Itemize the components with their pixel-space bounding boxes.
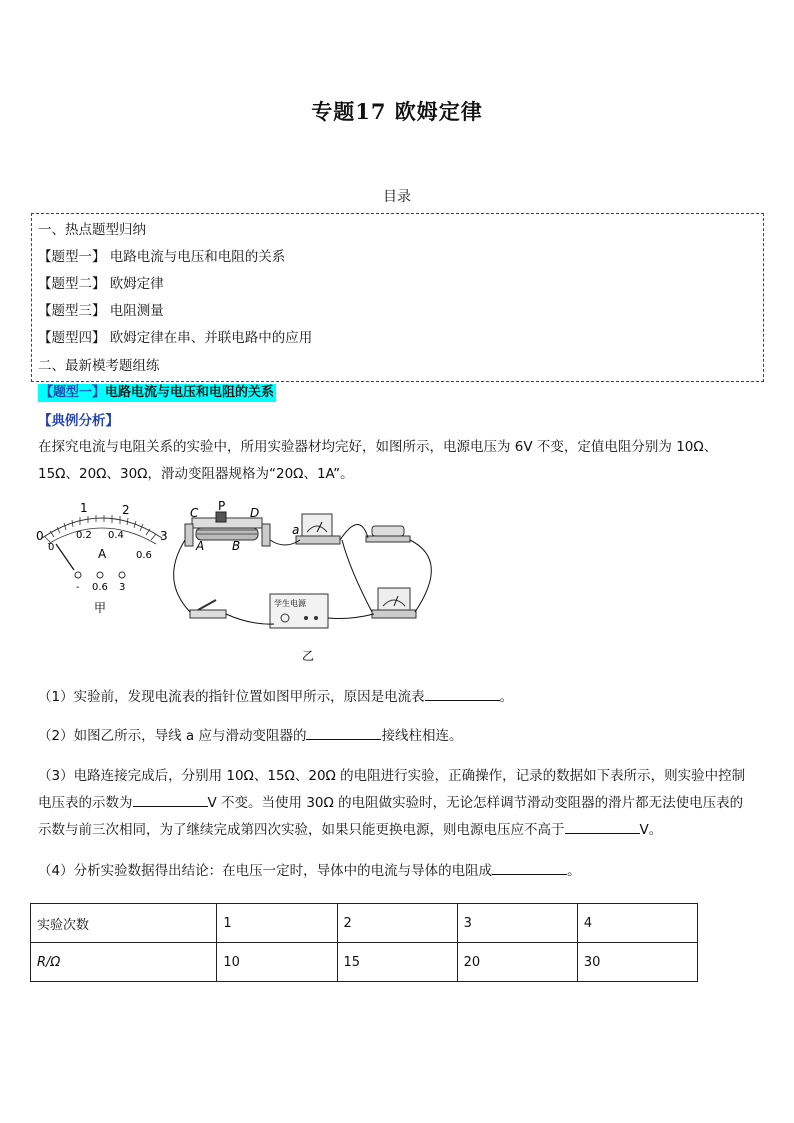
table-cell: 1 [217, 904, 337, 943]
answer-blank-1[interactable] [425, 687, 500, 701]
question-1-text: （1）实验前，发现电流表的指针位置如图甲所示，原因是电流表 [38, 689, 425, 705]
ammeter-terminal-3: 3 [119, 582, 126, 593]
data-table [30, 903, 698, 982]
section-title: 电路电流与电压和电阻的关系 [105, 385, 275, 400]
ammeter-bottom-tick-0: 0 [48, 542, 55, 553]
question-1-end: 。 [499, 689, 514, 705]
ammeter-device [296, 514, 340, 544]
power-supply [270, 594, 328, 628]
question-2 [38, 723, 762, 750]
table-cell: R/Ω [31, 943, 217, 982]
ammeter-bottom-tick-2: 0.4 [108, 530, 124, 541]
question-4-text: （4）分析实验数据得出结论：在电压一定时，导体中的电流与导体的电阻成 [38, 863, 493, 879]
question-4-end: 。 [567, 863, 581, 879]
table-cell: 4 [577, 904, 697, 943]
rheostat-label-c: C [190, 506, 199, 520]
question-3-text-c: 示数与前三次相同，为了继续完成第四次实验，如果只能更换电源，则电源电压应不高于 [38, 822, 565, 838]
ammeter-unit: A [98, 547, 107, 561]
table-cell: 3 [457, 904, 577, 943]
question-3-line2 [38, 790, 762, 817]
section-bracket: 【题型一】 [40, 385, 106, 400]
example-analysis-label: 【典例分析】 [38, 413, 119, 429]
ammeter-dial [36, 501, 168, 615]
question-3-line1: （3）电路连接完成后，分别用 10Ω、15Ω、20Ω 的电阻进行实验，正确操作，记录的数据如下表所示，则实验中控制 [38, 768, 746, 784]
table-cell: 20 [457, 943, 577, 982]
rheostat-label-a: A [196, 539, 205, 553]
toc-item-type-3[interactable]: 【题型三】 电阻测量 [38, 303, 164, 319]
rheostat-label-p: P [218, 500, 226, 513]
switch [190, 600, 226, 618]
answer-blank-2[interactable] [306, 726, 381, 740]
voltmeter-device [372, 588, 416, 618]
figure-caption: 乙 [302, 649, 315, 663]
question-3-end: V。 [639, 822, 663, 838]
toc-item-type-4[interactable]: 【题型四】 欧姆定律在串、并联电路中的应用 [38, 330, 313, 346]
table-cell: 实验次数 [31, 904, 217, 943]
table-cell: 30 [577, 943, 697, 982]
experiment-figure [30, 500, 450, 670]
problem-intro-line1: 在探究电流与电阻关系的实验中，所用实验器材均完好，如图所示，电源电压为 6V 不变，定值电阻分别为 10Ω、 [38, 439, 718, 455]
ammeter-top-tick-2: 2 [122, 503, 130, 517]
question-1 [38, 684, 762, 711]
page-title: 专题17 欧姆定律 [311, 99, 483, 124]
answer-blank-3[interactable] [133, 793, 208, 807]
ammeter-terminal-0-6: 0.6 [92, 582, 108, 593]
table-cell: 15 [337, 943, 457, 982]
question-3-text-b: V 不变。当使用 30Ω 的电阻做实验时，无论怎样调节滑动变阻器的滑片都无法使电压表的 [207, 795, 744, 811]
table-cell: 10 [217, 943, 337, 982]
table-cell: 2 [337, 904, 457, 943]
ammeter-top-tick-0: 0 [36, 529, 44, 543]
ammeter-terminal-neg: - [76, 582, 80, 593]
question-3-line3 [38, 817, 762, 844]
ammeter-top-tick-1: 1 [80, 501, 88, 515]
ammeter-needle [56, 544, 74, 570]
table-row [31, 943, 698, 982]
rheostat-label-d: D [250, 506, 260, 520]
answer-blank-4[interactable] [565, 820, 640, 834]
wire-a-label: a [292, 523, 300, 537]
ammeter-bottom-tick-1: 0.2 [76, 530, 92, 541]
ammeter-top-tick-3: 3 [160, 529, 168, 543]
power-supply-label: 学生电源 [274, 599, 306, 608]
question-2-text: （2）如图乙所示，导线 a 应与滑动变阻器的 [38, 728, 307, 744]
question-3-text-a: 电压表的示数为 [38, 795, 133, 811]
toc-item-type-2[interactable]: 【题型二】 欧姆定律 [38, 276, 164, 292]
ammeter-caption: 甲 [94, 601, 107, 615]
section-heading [38, 384, 276, 402]
rheostat-label-b: B [232, 539, 241, 553]
rheostat [185, 500, 270, 553]
toc-item-type-1[interactable]: 【题型一】 电路电流与电压和电阻的关系 [38, 249, 286, 265]
resistor [366, 526, 410, 542]
ammeter-bottom-tick-3: 0.6 [136, 550, 152, 561]
toc-heading: 目录 [383, 189, 411, 205]
question-4 [38, 858, 762, 885]
rheostat-slider [216, 512, 226, 522]
toc-item-mock-practice[interactable]: 二、最新模考题组练 [38, 358, 160, 374]
toc-item-hot-topics[interactable]: 一、热点题型归纳 [38, 222, 146, 238]
answer-blank-5[interactable] [492, 861, 567, 875]
question-2-end: 接线柱相连。 [381, 728, 463, 744]
problem-intro-line2: 15Ω、20Ω、30Ω，滑动变阻器规格为“20Ω、1A”。 [38, 466, 354, 482]
table-row [31, 904, 698, 943]
